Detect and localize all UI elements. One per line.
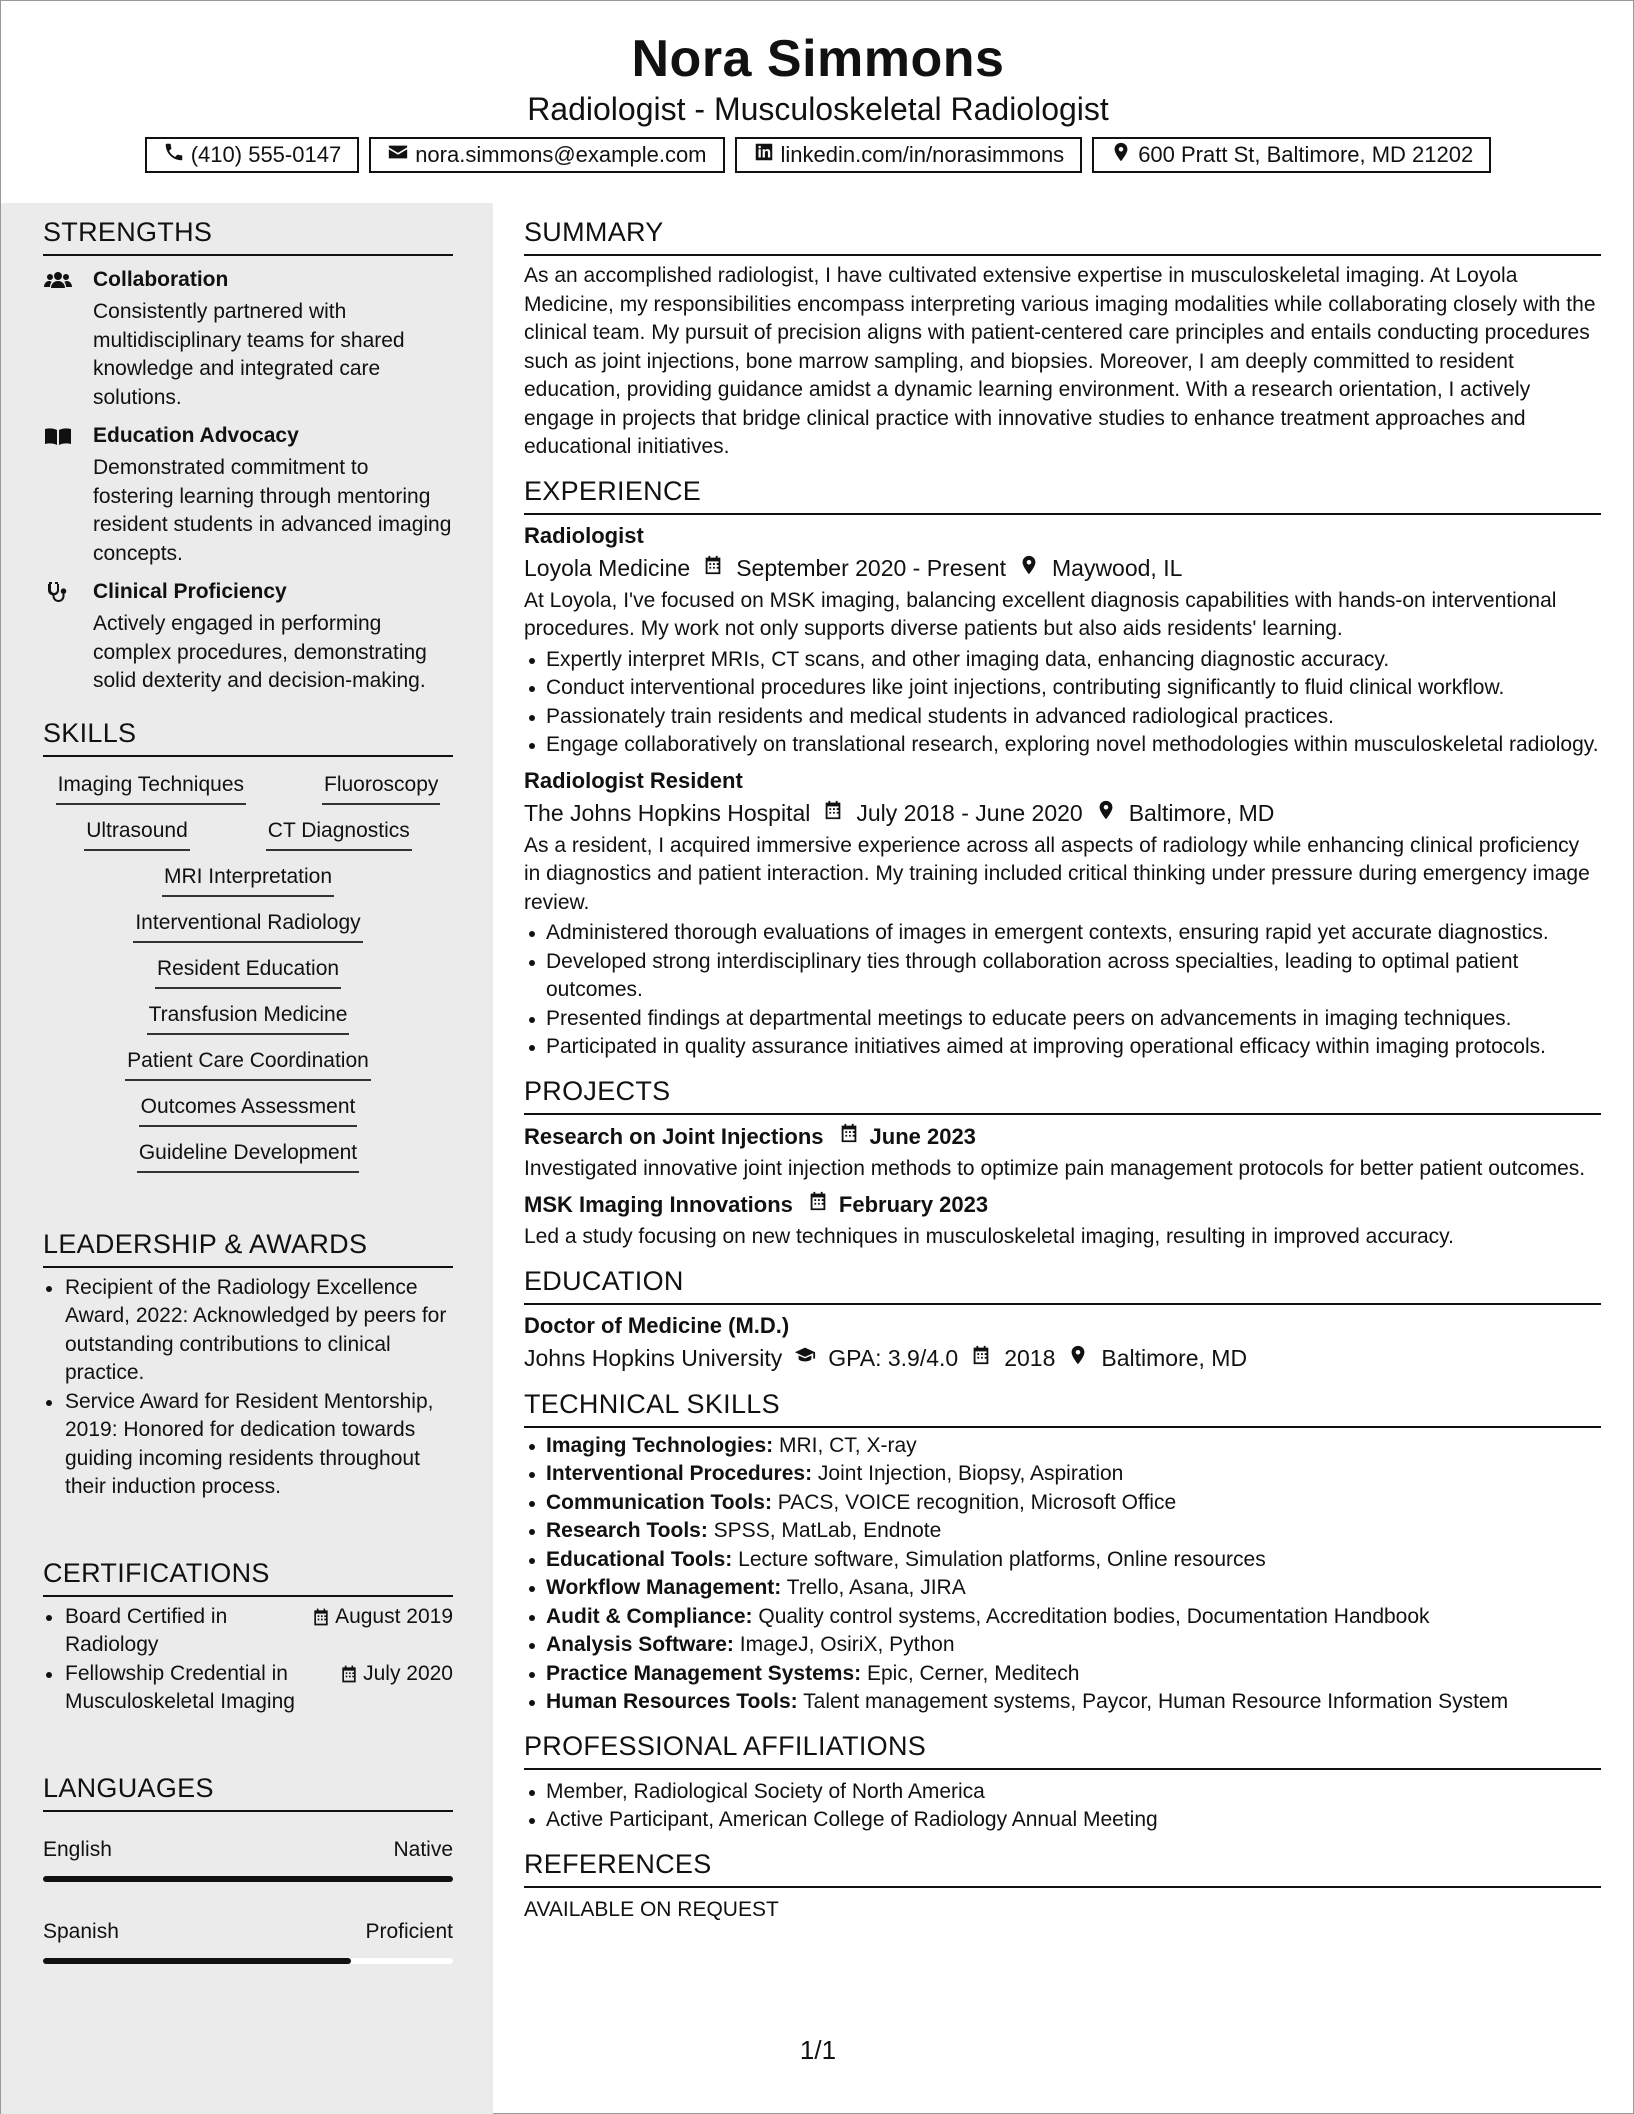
job-bullet: Expertly interpret MRIs, CT scans, and other imaging data, enhancing diagnostic accuracy. xyxy=(524,646,1601,675)
job-entry xyxy=(524,521,1601,760)
job-bullets xyxy=(524,646,1601,760)
strength-title: Collaboration xyxy=(93,268,229,291)
skills-section xyxy=(43,718,453,1173)
references-title: REFERENCES xyxy=(524,1849,1601,1888)
tech-skill-label: Workflow Management: xyxy=(546,1576,782,1599)
job-bullet: Administered thorough evaluations of images in emergent contexts, ensuring rapid yet accurate diagnostics. xyxy=(524,919,1601,948)
skill-tag: Fluoroscopy xyxy=(322,771,440,805)
tech-skill-label: Educational Tools: xyxy=(546,1547,733,1571)
tech-skill-label: Practice Management Systems: xyxy=(546,1661,862,1685)
job-title: Radiologist Resident xyxy=(524,767,743,793)
affiliation-item: Active Participant, American College of Radiology Annual Meeting xyxy=(524,1806,1601,1835)
tech-skill-label: Communication Tools: xyxy=(546,1490,772,1514)
strength-desc: Consistently partnered with multidisciplinary teams for shared knowledge and integrated care solutions. xyxy=(93,300,405,409)
phone-icon xyxy=(163,141,185,169)
envelope-icon xyxy=(387,141,409,169)
job-bullets xyxy=(524,919,1601,1062)
candidate-name: Nora Simmons xyxy=(631,30,1005,88)
education-degree: Doctor of Medicine (M.D.) xyxy=(524,1312,790,1338)
project-date: February 2023 xyxy=(838,1192,989,1217)
location-pin-icon xyxy=(1095,796,1117,830)
language-bar-fill xyxy=(43,1958,351,1964)
tech-skill-value: Lecture software, Simulation platforms, Online resources xyxy=(738,1547,1266,1571)
project-desc: Led a study focusing on new techniques in musculoskeletal imaging, resulting in improved accuracy. xyxy=(524,1225,1454,1248)
stethoscope-icon xyxy=(43,580,73,604)
cert-name: Fellowship Credential in Musculoskeletal Imaging xyxy=(65,1661,295,1713)
strengths-section xyxy=(43,217,453,696)
header xyxy=(1,1,1634,203)
calendar-icon xyxy=(339,1660,359,1693)
language-bar xyxy=(43,1958,453,1964)
sidebar xyxy=(1,203,493,2114)
tech-skill-item xyxy=(524,1489,1601,1518)
award-item: Service Award for Resident Mentorship, 2019: Honored for dedication towards guiding incoming residents throughout their induction process. xyxy=(43,1388,453,1502)
calendar-icon xyxy=(970,1341,992,1375)
skill-tag: Ultrasound xyxy=(84,817,190,851)
tech-skill-value: MRI, CT, X-ray xyxy=(778,1433,917,1457)
skill-tag: MRI Interpretation xyxy=(162,863,334,897)
location-pin-icon xyxy=(1067,1341,1089,1375)
cert-item xyxy=(43,1660,453,1717)
awards-section xyxy=(43,1229,453,1502)
education-gpa: GPA: 3.9/4.0 xyxy=(828,1344,959,1371)
job-dates: July 2018 - June 2020 xyxy=(856,799,1083,826)
contact-bar xyxy=(1,137,1634,173)
awards-list xyxy=(43,1274,453,1502)
affiliations-list xyxy=(524,1778,1601,1835)
page-number: 1/1 xyxy=(799,2035,837,2065)
linkedin-icon xyxy=(753,141,775,169)
education-location: Baltimore, MD xyxy=(1101,1344,1248,1371)
languages-section xyxy=(43,1773,453,1964)
job-bullet: Engage collaboratively on translational research, exploring novel methodologies within musculoskeletal radiology. xyxy=(524,731,1601,760)
skills-title: SKILLS xyxy=(43,718,453,757)
job-location: Maywood, IL xyxy=(1052,554,1183,581)
job-bullet: Developed strong interdisciplinary ties through collaboration across specialties, leading to optimal patient outcomes. xyxy=(524,948,1601,1005)
tech-skill-value: PACS, VOICE recognition, Microsoft Office xyxy=(777,1490,1177,1514)
calendar-icon xyxy=(807,1189,829,1221)
job-bullet: Participated in quality assurance initiatives aimed at improving operational efficacy within imaging protocols. xyxy=(524,1033,1601,1062)
job-desc: At Loyola, I've focused on MSK imaging, balancing excellent diagnosis capabilities with hands-on interventional procedures. My work not only supports diverse patients but also aids residents' learning. xyxy=(524,588,1557,640)
cert-item xyxy=(43,1603,453,1660)
cert-date-wrap xyxy=(311,1603,453,1660)
skill-tag: Guideline Development xyxy=(137,1139,359,1173)
job-company: The Johns Hopkins Hospital xyxy=(524,799,811,826)
tech-skill-label: Interventional Procedures: xyxy=(546,1462,813,1485)
languages-title: LANGUAGES xyxy=(43,1773,453,1812)
job-bullet: Conduct interventional procedures like joint injections, contributing significantly to fluid clinical workflow. xyxy=(524,674,1601,703)
job-title: Radiologist xyxy=(524,522,644,548)
skill-tag: Imaging Techniques xyxy=(56,771,246,805)
language-bar xyxy=(43,1876,453,1882)
users-icon xyxy=(43,268,73,292)
affiliation-item: Member, Radiological Society of North America xyxy=(524,1778,1601,1807)
language-item xyxy=(43,1836,453,1882)
job-desc: As a resident, I acquired immersive experience across all aspects of radiology while enhancing clinical proficiency in diagnostics and patient interaction. My training included critical thinking under pressure during emergency image review. xyxy=(524,833,1590,914)
address-text: 600 Pratt St, Baltimore, MD 21202 xyxy=(1138,142,1474,167)
job-bullet: Presented findings at departmental meetings to educate peers on advancements in imaging techniques. xyxy=(524,1005,1601,1034)
education-meta xyxy=(524,1341,1601,1375)
tech-skill-value: Talent management systems, Paycor, Human Resource Information System xyxy=(803,1690,1509,1713)
tech-skill-label: Audit & Compliance: xyxy=(546,1604,753,1628)
tech-skill-label: Imaging Technologies: xyxy=(546,1433,774,1457)
tech-skill-item xyxy=(524,1432,1601,1461)
projects-title: PROJECTS xyxy=(524,1076,1601,1115)
strengths-title: STRENGTHS xyxy=(43,217,453,256)
skill-tag: CT Diagnostics xyxy=(266,817,412,851)
tech-skill-item xyxy=(524,1574,1601,1603)
project-date: June 2023 xyxy=(869,1123,976,1149)
education-school: Johns Hopkins University xyxy=(524,1344,783,1371)
awards-title: LEADERSHIP & AWARDS xyxy=(43,1229,453,1268)
calendar-icon xyxy=(311,1603,331,1636)
job-entry xyxy=(524,766,1601,1062)
strength-item xyxy=(43,422,453,568)
project-title: Research on Joint Injections xyxy=(524,1123,824,1149)
skill-tag: Patient Care Coordination xyxy=(125,1047,371,1081)
tech-skill-value: Quality control systems, Accreditation bodies, Documentation Handbook xyxy=(758,1604,1430,1628)
tech-skill-value: Trello, Asana, JIRA xyxy=(786,1576,966,1599)
language-name: English xyxy=(43,1837,112,1861)
skill-tag: Resident Education xyxy=(155,955,341,989)
tech-skill-label: Analysis Software: xyxy=(546,1633,734,1656)
tech-skill-value: Joint Injection, Biopsy, Aspiration xyxy=(817,1462,1124,1485)
cert-date-wrap xyxy=(339,1660,453,1717)
tech-skill-item xyxy=(524,1603,1601,1632)
location-pin-icon xyxy=(1110,141,1132,169)
job-dates: September 2020 - Present xyxy=(736,554,1006,581)
skill-tag: Transfusion Medicine xyxy=(147,1001,350,1035)
strength-title: Education Advocacy xyxy=(93,424,299,447)
project-entry xyxy=(524,1189,1601,1252)
language-item xyxy=(43,1918,453,1964)
cert-name: Board Certified in Radiology xyxy=(65,1604,228,1656)
job-bullet: Passionately train residents and medical students in advanced radiological practices. xyxy=(524,703,1601,732)
email-text: nora.simmons@example.com xyxy=(415,142,707,167)
skill-tag: Outcomes Assessment xyxy=(139,1093,358,1127)
certifications-list xyxy=(43,1603,453,1717)
tech-skill-value: Epic, Cerner, Meditech xyxy=(866,1661,1080,1685)
award-item: Recipient of the Radiology Excellence Award, 2022: Acknowledged by peers for outstanding contributions to clinical practice. xyxy=(43,1274,453,1388)
location-pin-icon xyxy=(1018,551,1040,585)
language-level: Proficient xyxy=(365,1919,453,1943)
tech-skill-item xyxy=(524,1688,1601,1717)
certifications-title: CERTIFICATIONS xyxy=(43,1558,453,1597)
contact-phone[interactable] xyxy=(145,137,359,173)
tech-skill-label: Research Tools: xyxy=(546,1519,708,1542)
education-year: 2018 xyxy=(1004,1344,1056,1371)
project-title: MSK Imaging Innovations xyxy=(524,1192,793,1217)
language-level: Native xyxy=(393,1837,453,1861)
tech-skill-item xyxy=(524,1460,1601,1489)
summary-title: SUMMARY xyxy=(524,217,1601,256)
calendar-icon xyxy=(822,796,844,830)
main-content xyxy=(524,203,1601,1924)
project-desc: Investigated innovative joint injection methods to optimize pain management protocols for better patient outcomes. xyxy=(524,1156,1586,1180)
strength-item xyxy=(43,578,453,696)
graduation-cap-icon xyxy=(794,1341,816,1375)
skills-list xyxy=(43,757,453,1173)
education-entry xyxy=(524,1311,1601,1375)
tech-skill-label: Human Resources Tools: xyxy=(546,1690,798,1713)
tech-skill-item xyxy=(524,1546,1601,1575)
references-text: AVAILABLE ON REQUEST xyxy=(524,1897,779,1921)
job-company: Loyola Medicine xyxy=(524,554,691,581)
language-name: Spanish xyxy=(43,1919,119,1943)
contact-email[interactable] xyxy=(369,137,724,173)
education-title: EDUCATION xyxy=(524,1266,1601,1305)
summary-text: As an accomplished radiologist, I have cultivated extensive expertise in musculoskeletal imaging. At Loyola Medicine, my responsibilities encompass interpreting various imaging modalities while collaborating closely with the clinical team. My pursuit of precision aligns with patient-centered care principles and entails conducting procedures such as joint injections, bone marrow sampling, and biopsies. Moreover, I am deeply committed to resident education, providing guidance amidst a dynamic learning environment. With a research orientation, I actively engage in projects that bridge clinical practice with innovative studies to enhance treatment approaches and educational initiatives. xyxy=(524,264,1596,458)
contact-linkedin[interactable] xyxy=(735,137,1083,173)
language-bar-fill xyxy=(43,1876,453,1882)
strength-desc: Demonstrated commitment to fostering learning through mentoring resident students in advanced imaging concepts. xyxy=(93,456,452,565)
skill-tag: Interventional Radiology xyxy=(133,909,362,943)
strength-title: Clinical Proficiency xyxy=(93,580,287,603)
tech-skill-item xyxy=(524,1660,1601,1689)
technical-skills-list xyxy=(524,1432,1601,1717)
technical-skills-title: TECHNICAL SKILLS xyxy=(524,1389,1601,1428)
cert-date: August 2019 xyxy=(335,1604,453,1628)
linkedin-text: linkedin.com/in/norasimmons xyxy=(780,142,1065,167)
candidate-role: Radiologist - Musculoskeletal Radiologist xyxy=(527,91,1109,127)
experience-title: EXPERIENCE xyxy=(524,476,1601,515)
strength-item xyxy=(43,266,453,412)
tech-skill-value: SPSS, MatLab, Endnote xyxy=(713,1519,942,1542)
job-location: Baltimore, MD xyxy=(1128,799,1275,826)
tech-skill-value: ImageJ, OsiriX, Python xyxy=(739,1633,955,1656)
calendar-icon xyxy=(838,1121,860,1153)
calendar-icon xyxy=(702,551,724,585)
book-icon xyxy=(43,424,73,448)
certifications-section xyxy=(43,1558,453,1717)
tech-skill-item xyxy=(524,1631,1601,1660)
job-meta xyxy=(524,551,1601,585)
affiliations-title: PROFESSIONAL AFFILIATIONS xyxy=(524,1731,1601,1770)
tech-skill-item xyxy=(524,1517,1601,1546)
strength-desc: Actively engaged in performing complex procedures, demonstrating solid dexterity and decision-making. xyxy=(93,612,427,692)
project-entry xyxy=(524,1121,1601,1184)
job-meta xyxy=(524,796,1601,830)
phone-text: (410) 555-0147 xyxy=(190,142,342,167)
contact-address[interactable] xyxy=(1092,137,1491,173)
cert-date: July 2020 xyxy=(363,1661,453,1685)
